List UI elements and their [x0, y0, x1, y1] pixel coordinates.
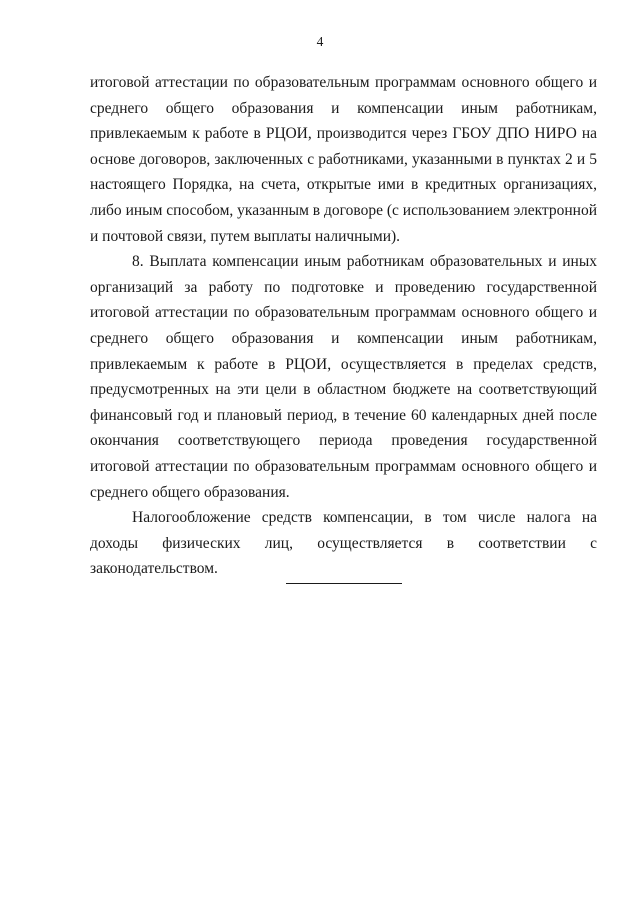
paragraph-continuation: итоговой аттестации по образовательным программам основного общего и среднего общего образования и компенсации иным работникам, привлекаемым к работе в РЦОИ, производится через ГБОУ ДПО НИРО на основе договоров, заключенных с работниками, указанными в пунктах 2 и 5 настоящего Порядка, на счета, открытые ими в кредитных организациях, либо иным способом, указанным в договоре (с использованием электронной и почтовой связи, путем выплаты наличными). — [90, 74, 597, 245]
paragraph-item-8: 8. Выплата компенсации иным работникам образовательных и иных организаций за работу по подготовке и проведению государственной итоговой аттестации по образовательным программам основного общего и среднего общего образования и компенсации иным работникам, привлекаемым к работе в РЦОИ, осуществляется в пределах средств, предусмотренных на эти цели в областном бюджете на соответствующий финансовый год и плановый период, в течение 60 календарных дней после окончания соответствующего периода проведения государственной итоговой аттестации по образовательным программам основного общего и среднего общего образования. — [90, 253, 597, 501]
document-body — [90, 70, 597, 582]
paragraph-taxation: Налогообложение средств компенсации, в том числе налога на доходы физических лиц, осуществляется в соответствии с законодательством. — [90, 509, 597, 578]
page-number: 4 — [316, 34, 324, 49]
end-of-document-rule — [286, 583, 402, 584]
